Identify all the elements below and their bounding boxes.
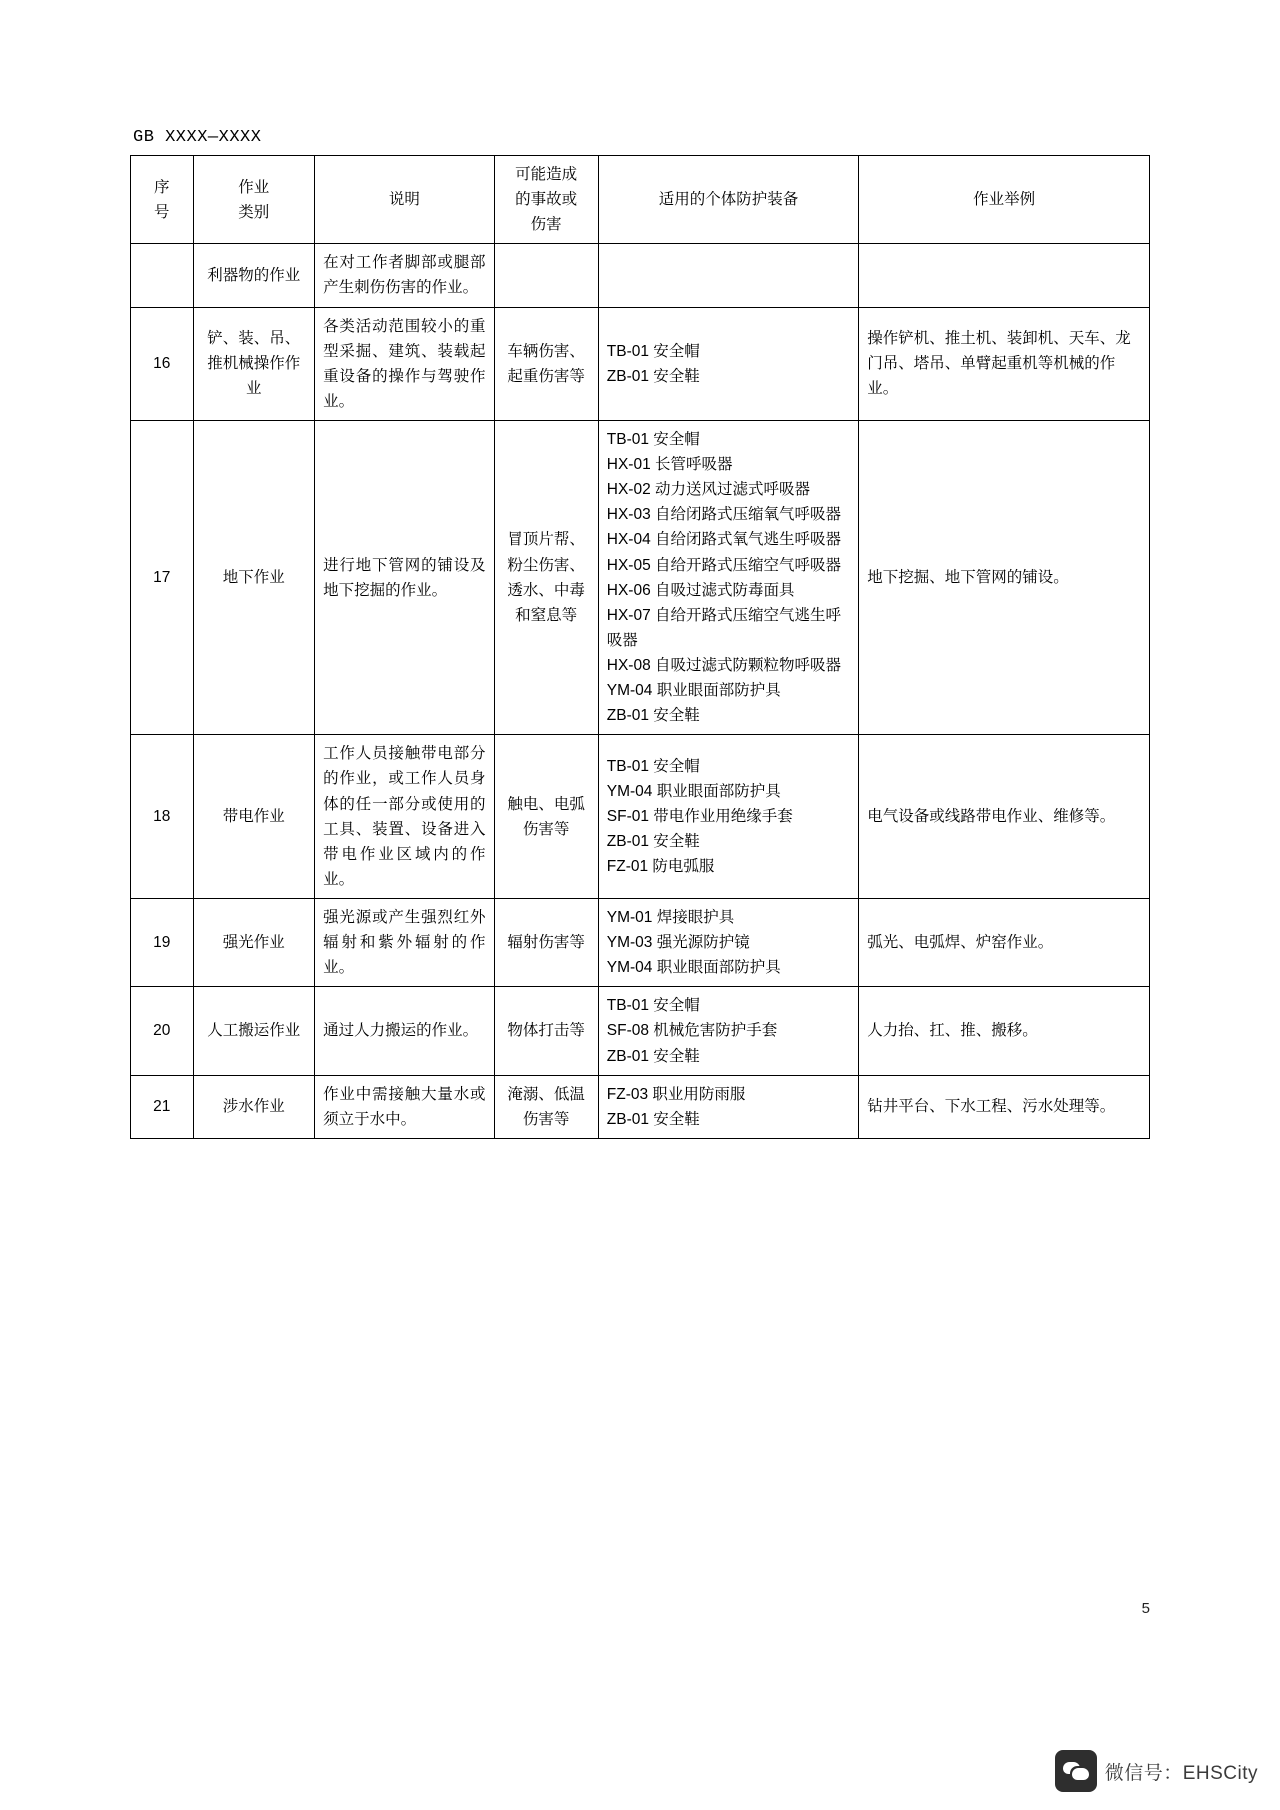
ppe-item: ZB-01 安全鞋: [606, 1110, 700, 1128]
cell-description: 作业中需接触大量水或须立于水中。: [315, 1075, 494, 1138]
ppe-item: FZ-01 防电弧服: [606, 858, 715, 876]
ppe-item: HX-03 自给闭路式压缩氧气呼吸器: [606, 506, 842, 524]
header-category-line2: 类别: [238, 203, 270, 221]
ppe-item: YM-04 职业眼面部防护具: [606, 959, 781, 977]
ppe-item: HX-06 自吸过滤式防毒面具: [606, 581, 795, 599]
cell-category: 地下作业: [193, 420, 315, 734]
cell-category: 涉水作业: [193, 1075, 315, 1138]
table-row: [131, 735, 1150, 899]
wechat-icon: [1055, 1750, 1097, 1792]
cell-hazard: 物体打击等: [494, 987, 598, 1075]
table-row: [131, 898, 1150, 986]
cell-hazard: 辐射伤害等: [494, 898, 598, 986]
cell-category: 人工搬运作业: [193, 987, 315, 1075]
table-row: [131, 244, 1150, 307]
header-hazard-line1: 可能造成: [515, 166, 578, 183]
ppe-item: SF-08 机械危害防护手套: [606, 1022, 778, 1040]
cell-description: 强光源或产生强烈红外辐射和紫外辐射的作业。: [315, 898, 494, 986]
cell-seq: 20: [131, 987, 194, 1075]
table-row: [131, 420, 1150, 734]
ppe-item: SF-01 带电作业用绝缘手套: [606, 808, 793, 826]
table-row: [131, 987, 1150, 1075]
ppe-item: HX-04 自给闭路式氧气逃生呼吸器: [606, 531, 842, 549]
watermark-text: 微信号：EHSCity: [1104, 1762, 1258, 1784]
cell-hazard: [494, 244, 598, 307]
header-hazard-line2: 的事故或: [515, 191, 578, 209]
ppe-item: HX-01 长管呼吸器: [606, 456, 733, 474]
table-row: [131, 1075, 1150, 1138]
header-hazard: [494, 156, 598, 244]
cell-description: 进行地下管网的铺设及地下挖掘的作业。: [315, 420, 494, 734]
cell-seq: 17: [131, 420, 194, 734]
header-examples: 作业举例: [859, 156, 1150, 244]
cell-examples: 钻井平台、下水工程、污水处理等。: [859, 1075, 1150, 1138]
ppe-item: YM-03 强光源防护镜: [606, 934, 750, 952]
ppe-item: ZB-01 安全鞋: [606, 833, 700, 851]
ppe-item: TB-01 安全帽: [606, 997, 700, 1015]
ppe-item: ZB-01 安全鞋: [606, 707, 700, 725]
cell-ppe: [598, 244, 859, 307]
table-header-row: [131, 156, 1150, 244]
cell-description: 各类活动范围较小的重型采掘、建筑、装载起重设备的操作与驾驶作业。: [315, 307, 494, 420]
cell-seq: 18: [131, 735, 194, 899]
cell-ppe: [598, 420, 859, 734]
cell-hazard: 淹溺、低温伤害等: [494, 1075, 598, 1138]
header-description: 说明: [315, 156, 494, 244]
cell-examples: 地下挖掘、地下管网的铺设。: [859, 420, 1150, 734]
cell-hazard: 触电、电弧伤害等: [494, 735, 598, 899]
ppe-classification-table: [130, 155, 1150, 1139]
header-category: [193, 156, 315, 244]
cell-description: 在对工作者脚部或腿部产生刺伤伤害的作业。: [315, 244, 494, 307]
header-seq: [131, 156, 194, 244]
cell-category: 强光作业: [193, 898, 315, 986]
ppe-item: YM-04 职业眼面部防护具: [606, 782, 781, 800]
ppe-item: HX-08 自吸过滤式防颗粒物呼吸器: [606, 656, 842, 674]
cell-seq: [131, 244, 194, 307]
cell-seq: 21: [131, 1075, 194, 1138]
ppe-item: TB-01 安全帽: [606, 757, 700, 775]
cell-examples: 电气设备或线路带电作业、维修等。: [859, 735, 1150, 899]
header-ppe: 适用的个体防护装备: [598, 156, 859, 244]
header-seq-line2: 号: [154, 203, 170, 221]
cell-ppe: [598, 735, 859, 899]
ppe-item: YM-04 职业眼面部防护具: [606, 682, 781, 700]
cell-category: 铲、装、吊、推机械操作作业: [193, 307, 315, 420]
cell-category: 带电作业: [193, 735, 315, 899]
cell-description: 通过人力搬运的作业。: [315, 987, 494, 1075]
cell-hazard: 车辆伤害、起重伤害等: [494, 307, 598, 420]
ppe-item: HX-05 自给开路式压缩空气呼吸器: [606, 556, 842, 574]
cell-examples: 弧光、电弧焊、炉窑作业。: [859, 898, 1150, 986]
cell-ppe: [598, 307, 859, 420]
cell-seq: 19: [131, 898, 194, 986]
cell-examples: 人力抬、扛、推、搬移。: [859, 987, 1150, 1075]
ppe-item: HX-02 动力送风过滤式呼吸器: [606, 481, 811, 499]
ppe-item: YM-01 焊接眼护具: [606, 908, 735, 926]
ppe-item: ZB-01 安全鞋: [606, 367, 700, 385]
cell-hazard: 冒顶片帮、粉尘伤害、透水、中毒和窒息等: [494, 420, 598, 734]
standard-code-header: GB XXXX—XXXX: [133, 128, 262, 147]
table-row: [131, 307, 1150, 420]
cell-examples: [859, 244, 1150, 307]
header-seq-line1: 序: [154, 178, 170, 196]
cell-examples: 操作铲机、推土机、装卸机、天车、龙门吊、塔吊、单臂起重机等机械的作业。: [859, 307, 1150, 420]
cell-ppe: [598, 898, 859, 986]
cell-category: 利器物的作业: [193, 244, 315, 307]
cell-seq: 16: [131, 307, 194, 420]
ppe-item: TB-01 安全帽: [606, 430, 700, 448]
cell-ppe: [598, 987, 859, 1075]
header-hazard-line3: 伤害: [530, 216, 562, 234]
ppe-item: FZ-03 职业用防雨服: [606, 1085, 746, 1103]
ppe-item: TB-01 安全帽: [606, 342, 700, 360]
page-number: 5: [1141, 1600, 1150, 1617]
cell-ppe: [598, 1075, 859, 1138]
ppe-item: ZB-01 安全鞋: [606, 1047, 700, 1065]
cell-description: 工作人员接触带电部分的作业，或工作人员身体的任一部分或使用的工具、装置、设备进入带电作业区域内的作业。: [315, 735, 494, 899]
ppe-item: HX-07 自给开路式压缩空气逃生呼吸器: [606, 606, 842, 649]
watermark: [1055, 1750, 1258, 1792]
header-category-line1: 作业: [238, 178, 270, 196]
